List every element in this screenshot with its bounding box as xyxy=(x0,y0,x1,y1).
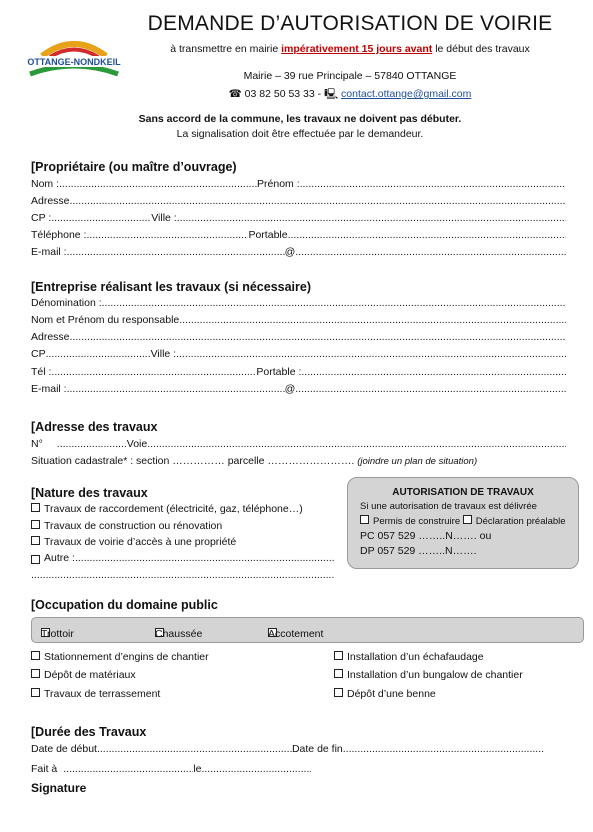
owner-phone-row[interactable] xyxy=(31,229,566,241)
company-cp-row[interactable] xyxy=(31,348,566,360)
nature-item-voirie[interactable]: Travaux de voirie d’accès à une propriété xyxy=(31,536,341,548)
section-nature-title: [Nature des travaux xyxy=(31,486,148,500)
nature-item-autre[interactable]: Autre : ..... xyxy=(31,552,334,564)
occupation-bungalow[interactable]: Installation d’un bungalow de chantier xyxy=(334,669,584,681)
contact-line xyxy=(170,86,530,104)
works-voie-label: Voie xyxy=(126,438,148,450)
company-at: @ xyxy=(284,383,296,395)
duration-dates-row[interactable] xyxy=(31,743,544,755)
owner-portable-label: Portable xyxy=(248,229,288,241)
mairie-address: Mairie – 39 rue Principale – 57840 OTTANGE xyxy=(243,70,457,82)
company-adresse-label: Adresse xyxy=(31,331,70,343)
subtitle-post: le début des travaux xyxy=(432,43,530,55)
subtitle-highlight: impérativement 15 jours avant xyxy=(281,43,433,55)
warning-text: La signalisation doit être effectuée par le demandeur. xyxy=(176,128,424,140)
company-email-row[interactable] xyxy=(31,383,566,395)
nature-autre-continued[interactable] xyxy=(31,569,334,581)
date-fin-label: Date de fin xyxy=(291,743,343,755)
works-street-row[interactable] xyxy=(31,438,566,450)
owner-prenom-label: Prénom : xyxy=(257,178,300,190)
warning-bold: Sans accord de la commune, les travaux ne doivent pas débuter. xyxy=(138,113,462,125)
computer-icon: 🖳 xyxy=(324,88,339,100)
company-cp-label: CP xyxy=(31,348,46,360)
subtitle xyxy=(140,43,560,55)
occupation-stationnement[interactable]: Stationnement d’engins de chantier xyxy=(31,651,321,663)
owner-name-row[interactable] xyxy=(31,178,566,190)
nature-item-construction[interactable]: Travaux de construction ou rénovation xyxy=(31,520,341,532)
auth-box-line1: Si une autorisation de travaux est délivrée xyxy=(360,501,537,512)
section-duration-title: [Durée des Travaux xyxy=(31,725,147,739)
logo-text: OTTANGE-NONDKEIL xyxy=(27,57,121,67)
owner-email-label: E-mail : xyxy=(31,246,67,258)
fait-a-row[interactable] xyxy=(31,763,311,775)
auth-box-dp: DP 057 529 ……..N……. xyxy=(360,545,477,557)
section-works-address-title: [Adresse des travaux xyxy=(31,420,158,434)
works-num-label: N° xyxy=(31,438,43,450)
section-company-title: [Entreprise réalisant les travaux (si nécessaire) xyxy=(31,280,312,294)
cadastre-note: (joindre un plan de situation) xyxy=(357,456,478,467)
section-occupation-title: [Occupation du domaine public xyxy=(31,598,218,612)
company-ville-label: Ville : xyxy=(150,348,177,360)
company-email-label: E-mail : xyxy=(31,383,67,395)
owner-tel-label: Téléphone : xyxy=(31,229,87,241)
company-portable-label: Portable : xyxy=(256,366,302,378)
authorization-box xyxy=(347,477,579,569)
checkbox-icon[interactable] xyxy=(31,520,40,529)
checkbox-icon[interactable] xyxy=(334,688,343,697)
owner-at: @ xyxy=(284,246,296,258)
checkbox-icon[interactable] xyxy=(31,555,40,564)
phone-number: 03 82 50 53 33 - xyxy=(244,88,322,100)
occupation-bar: Trottoir Chaussée Accotement xyxy=(31,617,584,643)
nature-item-raccordement[interactable]: Travaux de raccordement (électricité, gaz, téléphone…) xyxy=(31,503,341,515)
auth-box-pc: PC 057 529 ……..N……. ou xyxy=(360,530,492,542)
company-tel-label: Tél : xyxy=(31,366,52,378)
signature-label: Signature xyxy=(31,781,87,795)
checkbox-icon[interactable] xyxy=(334,651,343,660)
owner-address-row[interactable] xyxy=(31,195,566,207)
checkbox-icon[interactable] xyxy=(463,515,472,524)
owner-cp-row[interactable] xyxy=(31,212,566,224)
fait-a-label: Fait à xyxy=(31,763,58,775)
occupation-depot-materiaux[interactable]: Dépôt de matériaux xyxy=(31,669,321,681)
company-resp-label: Nom et Prénom du responsable xyxy=(31,314,180,326)
company-address-row[interactable] xyxy=(31,331,566,343)
occupation-terrassement[interactable]: Travaux de terrassement xyxy=(31,688,321,700)
date-debut-label: Date de début xyxy=(31,743,97,755)
occupation-benne[interactable]: Dépôt d’une benne xyxy=(334,688,584,700)
auth-box-title: AUTORISATION DE TRAVAUX xyxy=(392,487,534,498)
phone-icon: ☎ xyxy=(228,88,242,100)
checkbox-icon[interactable] xyxy=(360,515,369,524)
company-phone-row[interactable] xyxy=(31,366,566,378)
email-link[interactable]: contact.ottange@gmail.com xyxy=(341,88,472,100)
works-cadastre-row[interactable]: Situation cadastrale* : section …………… parcelle ……………………. (joindre un plan de situation) xyxy=(31,455,478,467)
subtitle-pre: à transmettre en mairie xyxy=(170,43,282,55)
checkbox-icon[interactable] xyxy=(334,669,343,678)
checkbox-icon[interactable] xyxy=(31,536,40,545)
checkbox-icon[interactable] xyxy=(31,651,40,660)
owner-adresse-label: Adresse xyxy=(31,195,70,207)
checkbox-icon[interactable] xyxy=(31,669,40,678)
owner-email-row[interactable] xyxy=(31,246,566,258)
le-label: le xyxy=(193,763,202,775)
page-title: DEMANDE D’AUTORISATION DE VOIRIE xyxy=(147,12,553,35)
checkbox-icon[interactable] xyxy=(31,688,40,697)
commune-logo xyxy=(22,30,126,84)
owner-nom-label: Nom : xyxy=(31,178,60,190)
company-denom-row[interactable] xyxy=(31,297,566,309)
occupation-echafaudage[interactable]: Installation d’un échafaudage xyxy=(334,651,584,663)
checkbox-icon[interactable] xyxy=(31,503,40,512)
cadastre-parcelle-label: parcelle xyxy=(227,455,265,467)
company-resp-row[interactable] xyxy=(31,314,566,326)
section-owner-title: [Propriétaire (ou maître d’ouvrage) xyxy=(31,160,237,174)
cadastre-section-label: Situation cadastrale* : section xyxy=(31,455,170,467)
auth-box-types: Permis de construire Déclaration préalable xyxy=(360,515,578,527)
company-denom-label: Dénomination : xyxy=(31,297,102,309)
owner-ville-label: Ville : xyxy=(151,212,177,224)
owner-cp-label: CP : xyxy=(31,212,52,224)
